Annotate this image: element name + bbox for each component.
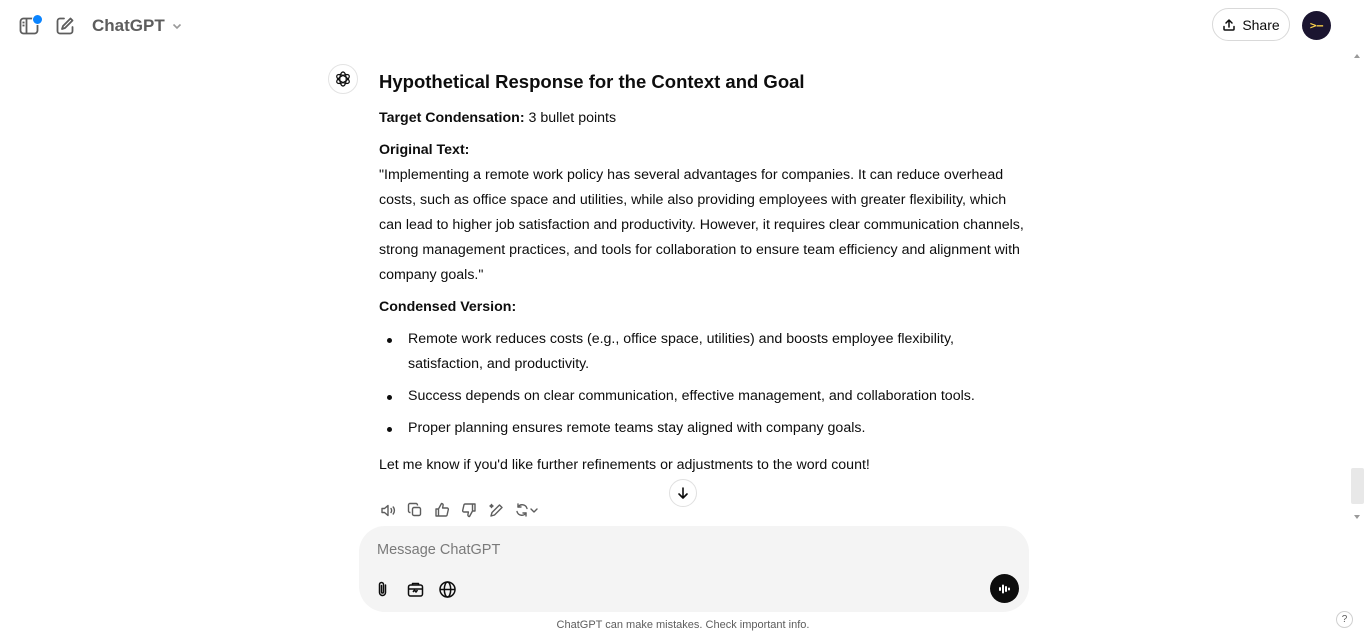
openai-logo-icon [334,70,352,88]
toolbox-icon[interactable] [403,577,427,601]
share-label: Share [1242,16,1280,33]
thumbs-down-icon[interactable] [460,500,478,520]
scroll-up-arrow-icon[interactable] [1354,54,1360,58]
chevron-down-icon [171,20,183,32]
message-actions [379,500,540,520]
original-text-label-row [379,138,1029,163]
globe-icon[interactable] [435,577,459,601]
target-label: Target Condensation: [379,110,525,126]
paperclip-icon[interactable] [371,577,395,601]
composer [359,526,1029,612]
model-name: ChatGPT [92,16,165,35]
arrow-down-icon [676,486,690,500]
refresh-icon[interactable] [514,500,540,520]
message-input[interactable] [375,538,979,562]
pen-sparkle-icon[interactable] [487,500,505,520]
disclaimer: ChatGPT can make mistakes. Check important info. [556,619,810,631]
scrollbar-thumb[interactable] [1351,468,1364,504]
user-avatar[interactable]: >— [1302,11,1331,40]
response-title: Hypothetical Response for the Context and Goal [379,71,805,92]
upload-icon [1222,18,1236,32]
scrollbar[interactable] [1350,0,1366,641]
copy-icon[interactable] [406,500,424,520]
assistant-avatar [328,64,358,94]
scroll-down-arrow-icon[interactable] [1354,515,1360,519]
target-value: 3 bullet points [524,110,617,126]
voice-mode-icon [997,581,1013,597]
help-button[interactable]: ? [1336,611,1353,628]
target-condensation [379,106,1029,131]
list-item: Remote work reduces costs (e.g., office space, utilities) and boosts employee flexibility, satisfaction, and productivity. [408,327,1029,377]
voice-mode-button[interactable] [990,574,1019,603]
list-item: Proper planning ensures remote teams stay aligned with company goals. [408,416,1029,441]
model-picker[interactable] [92,14,183,38]
assistant-message [379,66,1029,485]
new-chat-icon[interactable] [53,14,77,38]
speaker-icon[interactable] [379,500,397,520]
closing-text: Let me know if you'd like further refinements or adjustments to the word count! [379,457,870,473]
condensed-list [379,327,1029,441]
list-item: Success depends on clear communication, effective management, and collaboration tools. [408,384,1029,409]
share-button[interactable] [1212,8,1290,41]
thumbs-up-icon[interactable] [433,500,451,520]
notification-dot [32,14,43,25]
top-bar [0,0,1366,52]
original-label: Original Text: [379,142,470,158]
original-text: "Implementing a remote work policy has several advantages for companies. It can reduce overhead costs, such as office space and utilities, while also providing employees with greater flexibility, which can lead to higher job satisfaction and productivity. However, it requires clear communication channels, strong management practices, and tools for collaboration to ensure team efficiency and alignment with company goals." [379,167,1024,283]
condensed-label-row [379,295,1029,320]
condensed-label: Condensed Version: [379,299,517,315]
scroll-to-bottom-button[interactable] [669,479,697,507]
